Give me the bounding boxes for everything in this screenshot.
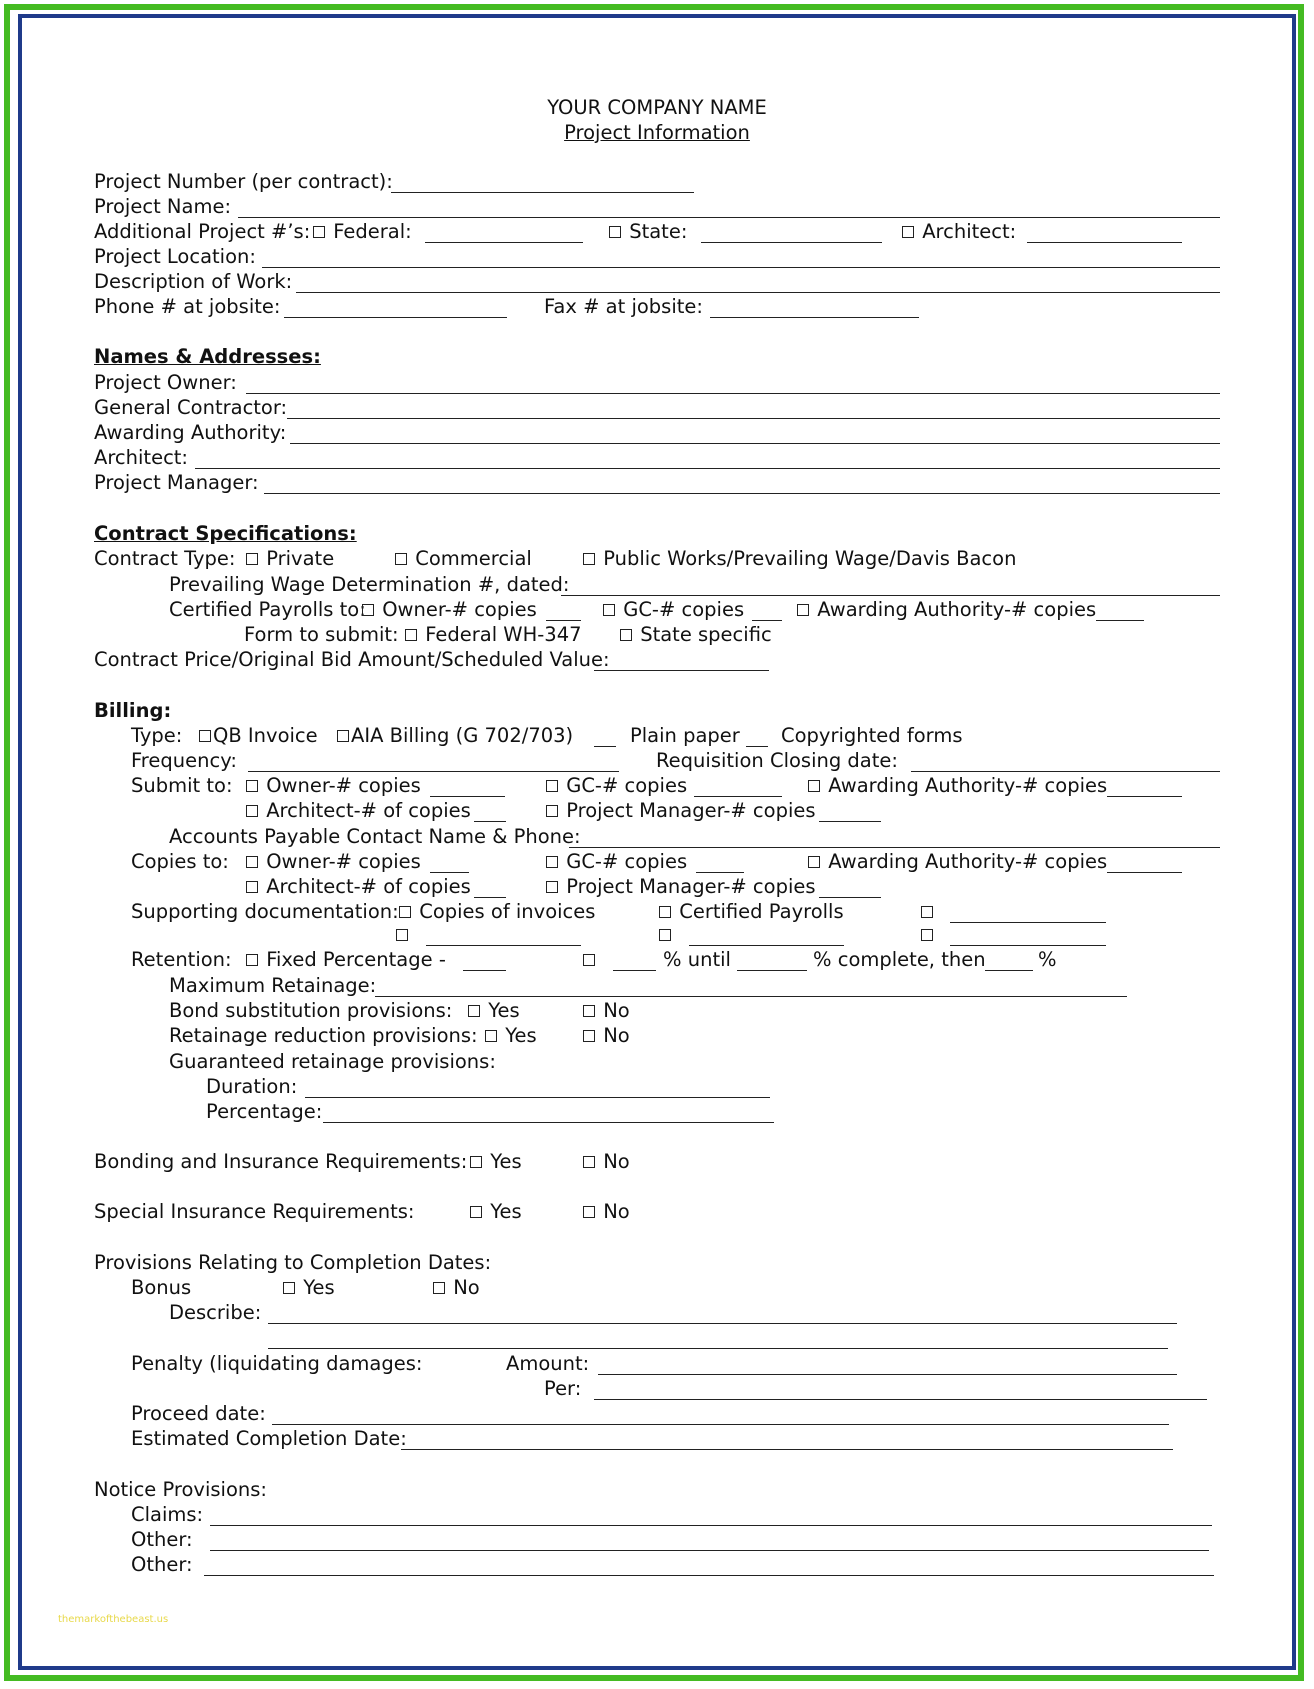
copyrighted-label: Copyrighted forms [781, 724, 963, 747]
submit-gc-field[interactable] [694, 796, 782, 797]
amount-label: Amount: [506, 1352, 590, 1375]
proceed-field[interactable] [272, 1424, 1169, 1425]
price-label: Contract Price/Original Bid Amount/Scheduled Value: [94, 648, 610, 671]
supporting-other-1-checkbox[interactable] [921, 906, 933, 918]
pct-complete-label: % complete, then [813, 948, 986, 971]
federal-field[interactable] [425, 242, 583, 243]
manager-field[interactable] [264, 493, 1220, 494]
est-completion-field[interactable] [401, 1449, 1173, 1450]
guaranteed-label: Guaranteed retainage provisions: [169, 1050, 496, 1073]
contract-heading: Contract Specifications: [94, 522, 357, 545]
payroll-awarding-option: Awarding Authority-# copies [797, 598, 1096, 622]
submit-gc-checkbox[interactable] [546, 780, 558, 792]
payroll-gc-checkbox[interactable] [603, 604, 615, 616]
fax-label: Fax # at jobsite: [544, 295, 703, 318]
copies-architect-option: Architect-# of copies [246, 875, 471, 899]
pwd-field[interactable] [561, 595, 1220, 596]
copies-owner-checkbox[interactable] [246, 856, 258, 868]
public-works-option: Public Works/Prevailing Wage/Davis Bacon [583, 547, 1016, 571]
company-name: YOUR COMPANY NAME [547, 96, 767, 119]
project-location-field[interactable] [262, 267, 1220, 268]
payroll-gc-field[interactable] [752, 620, 782, 621]
project-number-label: Project Number (per contract): [94, 170, 393, 193]
awarding-field[interactable] [290, 443, 1220, 444]
ap-field[interactable] [569, 847, 1220, 848]
copies-pm-field[interactable] [819, 897, 881, 898]
pwd-label: Prevailing Wage Determination #, dated: [169, 573, 570, 596]
commercial-option: Commercial [395, 547, 532, 571]
special-yes-checkbox[interactable] [470, 1206, 482, 1218]
gc-field[interactable] [287, 418, 1220, 419]
max-retainage-label: Maximum Retainage: [169, 974, 377, 997]
commercial-checkbox[interactable] [395, 553, 407, 565]
supporting-other-2-checkbox[interactable] [396, 929, 408, 941]
submit-pm-checkbox[interactable] [546, 805, 558, 817]
bonus-yes: Yes [283, 1276, 335, 1300]
submit-architect-checkbox[interactable] [246, 805, 258, 817]
copies-gc-field[interactable] [696, 872, 744, 873]
copies-gc-option: GC-# copies [546, 850, 687, 874]
invoices-option: Copies of invoices [399, 900, 595, 924]
contract-type-label: Contract Type: [94, 547, 236, 570]
billing-type-label: Type: [131, 724, 183, 747]
phone-field[interactable] [284, 317, 507, 318]
bonus-no-checkbox[interactable] [433, 1282, 445, 1294]
payroll-awarding-field[interactable] [1096, 620, 1144, 621]
certified-payrolls-option: Certified Payrolls [659, 900, 844, 924]
pct-until-checkbox[interactable] [583, 954, 595, 966]
payroll-gc-option: GC-# copies [603, 598, 744, 622]
bonding-no: No [583, 1150, 630, 1174]
proceed-label: Proceed date: [131, 1402, 266, 1425]
owner-field[interactable] [246, 393, 1220, 394]
state-field[interactable] [701, 242, 882, 243]
ap-label: Accounts Payable Contact Name & Phone: [169, 825, 581, 848]
federal-wh-checkbox[interactable] [405, 629, 417, 641]
federal-checkbox[interactable] [313, 226, 325, 238]
qb-checkbox[interactable] [199, 730, 211, 742]
submit-pm-field[interactable] [819, 821, 881, 822]
copies-awarding-field[interactable] [1107, 872, 1182, 873]
claims-field[interactable] [210, 1525, 1212, 1526]
payrolls-label: Certified Payrolls to: [169, 598, 366, 621]
names-architect-label: Architect: [94, 446, 189, 469]
bonus-yes-checkbox[interactable] [283, 1282, 295, 1294]
names-architect-field[interactable] [195, 468, 1220, 469]
state-specific-checkbox[interactable] [620, 629, 632, 641]
manager-label: Project Manager: [94, 471, 259, 494]
ret-reduction-no-checkbox[interactable] [583, 1030, 595, 1042]
percentage-label: Percentage: [206, 1100, 323, 1123]
copies-architect-checkbox[interactable] [246, 881, 258, 893]
submit-architect-option: Architect-# of copies [246, 799, 471, 823]
supporting-other-2-field[interactable] [426, 945, 581, 946]
submit-awarding-option: Awarding Authority-# copies [808, 774, 1107, 798]
fixed-pct-checkbox[interactable] [246, 954, 258, 966]
bonding-yes-checkbox[interactable] [470, 1156, 482, 1168]
aia-checkbox[interactable] [337, 730, 349, 742]
bond-sub-no-checkbox[interactable] [583, 1005, 595, 1017]
description-label: Description of Work: [94, 270, 293, 293]
private-checkbox[interactable] [246, 553, 258, 565]
federal-wh-option: Federal WH-347 [405, 623, 582, 647]
plain-paper-label: Plain paper [630, 724, 740, 747]
architect-field[interactable] [1027, 242, 1182, 243]
bonus-label: Bonus [131, 1276, 192, 1299]
duration-field[interactable] [305, 1097, 770, 1098]
ret-reduction-yes: Yes [485, 1024, 537, 1048]
public-works-checkbox[interactable] [583, 553, 595, 565]
project-location-label: Project Location: [94, 245, 256, 268]
state-checkbox[interactable] [609, 226, 621, 238]
req-closing-label: Requisition Closing date: [656, 749, 898, 772]
supporting-other-1-field[interactable] [950, 922, 1106, 923]
submit-awarding-field[interactable] [1107, 796, 1182, 797]
special-yes: Yes [470, 1200, 522, 1224]
duration-label: Duration: [206, 1075, 298, 1098]
describe-field-1[interactable] [268, 1323, 1177, 1324]
bonding-no-checkbox[interactable] [583, 1156, 595, 1168]
ret-reduction-label: Retainage reduction provisions: [169, 1024, 478, 1047]
state-option: State: [609, 220, 687, 244]
bonding-label: Bonding and Insurance Requirements: [94, 1150, 468, 1173]
other-1-field[interactable] [210, 1550, 1209, 1551]
supporting-other-1 [921, 900, 935, 924]
awarding-label: Awarding Authority: [94, 421, 287, 444]
project-name-field[interactable] [238, 217, 1220, 218]
certified-payrolls-checkbox[interactable] [659, 906, 671, 918]
bond-sub-yes-checkbox[interactable] [468, 1005, 480, 1017]
ret-reduction-yes-checkbox[interactable] [485, 1030, 497, 1042]
copies-label: Copies to: [131, 850, 229, 873]
other-2-field[interactable] [204, 1575, 1214, 1576]
pct-sign: % [1038, 948, 1057, 971]
completion-heading: Provisions Relating to Completion Dates: [94, 1251, 492, 1274]
billing-heading: Billing: [94, 699, 172, 722]
supporting-other-2 [396, 923, 410, 947]
pct-complete-field[interactable] [737, 970, 807, 971]
submit-pm-option: Project Manager-# copies [546, 799, 816, 823]
owner-label: Project Owner: [94, 371, 237, 394]
supporting-other-4-field[interactable] [950, 945, 1106, 946]
supporting-label: Supporting documentation: [131, 900, 399, 923]
amount-field[interactable] [598, 1374, 1177, 1375]
architect-option: Architect: [902, 220, 1016, 244]
copies-pm-option: Project Manager-# copies [546, 875, 816, 899]
submit-label: Submit to: [131, 774, 233, 797]
other-2-label: Other: [131, 1553, 193, 1576]
project-name-label: Project Name: [94, 195, 232, 218]
pct-until-option [583, 948, 597, 972]
max-retainage-field[interactable] [375, 996, 1127, 997]
fixed-pct-field[interactable] [463, 970, 506, 971]
est-completion-label: Estimated Completion Date: [131, 1427, 407, 1450]
payroll-owner-option: Owner-# copies [362, 598, 537, 622]
copies-awarding-option: Awarding Authority-# copies [808, 850, 1107, 874]
architect-checkbox[interactable] [902, 226, 914, 238]
invoices-checkbox[interactable] [399, 906, 411, 918]
per-label: Per: [544, 1377, 582, 1400]
additional-project-label: Additional Project #’s: [94, 220, 311, 243]
pct-then-field[interactable] [985, 970, 1033, 971]
supporting-other-3-field[interactable] [689, 945, 844, 946]
special-no-checkbox[interactable] [583, 1206, 595, 1218]
copies-gc-checkbox[interactable] [546, 856, 558, 868]
retention-label: Retention: [131, 948, 232, 971]
price-field[interactable] [594, 670, 769, 671]
bond-sub-label: Bond substitution provisions: [169, 999, 453, 1022]
state-specific-option: State specific [620, 623, 772, 647]
payroll-owner-checkbox[interactable] [362, 604, 374, 616]
copies-awarding-checkbox[interactable] [808, 856, 820, 868]
bond-sub-yes: Yes [468, 999, 520, 1023]
payroll-owner-field[interactable] [546, 620, 581, 621]
copies-owner-field[interactable] [430, 872, 469, 873]
supporting-other-3-checkbox[interactable] [659, 929, 671, 941]
supporting-other-4 [921, 923, 935, 947]
submit-owner-checkbox[interactable] [246, 780, 258, 792]
names-heading: Names & Addresses: [94, 345, 321, 368]
pct-until-label: % until [663, 948, 731, 971]
bonus-no: No [433, 1276, 480, 1300]
supporting-other-4-checkbox[interactable] [921, 929, 933, 941]
gc-label: General Contractor: [94, 396, 288, 419]
bond-sub-no: No [583, 999, 630, 1023]
project-number-field[interactable] [391, 192, 694, 193]
plain-paper-blank[interactable] [594, 746, 616, 747]
aia-option: AIA Billing (G 702/703) [337, 724, 573, 748]
req-closing-field[interactable] [911, 771, 1220, 772]
fax-field[interactable] [710, 317, 919, 318]
claims-label: Claims: [131, 1503, 204, 1526]
special-insurance-label: Special Insurance Requirements: [94, 1200, 415, 1223]
form-label: Form to submit: [244, 623, 399, 646]
frequency-field[interactable] [248, 771, 619, 772]
federal-option: Federal: [313, 220, 412, 244]
copies-owner-option: Owner-# copies [246, 850, 421, 874]
percentage-field[interactable] [323, 1122, 774, 1123]
notice-heading: Notice Provisions: [94, 1478, 267, 1501]
copyrighted-blank[interactable] [746, 746, 768, 747]
payroll-awarding-checkbox[interactable] [797, 604, 809, 616]
submit-owner-option: Owner-# copies [246, 774, 421, 798]
copies-pm-checkbox[interactable] [546, 881, 558, 893]
submit-architect-field[interactable] [474, 821, 506, 822]
describe-field-2[interactable] [268, 1348, 1168, 1349]
submit-gc-option: GC-# copies [546, 774, 687, 798]
copies-architect-field[interactable] [474, 897, 506, 898]
penalty-label: Penalty (liquidating damages: [131, 1352, 423, 1375]
pct-until-field[interactable] [613, 970, 656, 971]
frequency-label: Frequency: [131, 749, 237, 772]
ret-reduction-no: No [583, 1024, 630, 1048]
qb-option: QB Invoice [199, 724, 318, 748]
submit-awarding-checkbox[interactable] [808, 780, 820, 792]
supporting-other-3 [659, 923, 673, 947]
other-1-label: Other: [131, 1528, 193, 1551]
describe-label: Describe: [169, 1301, 262, 1324]
special-no: No [583, 1200, 630, 1224]
description-field[interactable] [296, 292, 1220, 293]
private-option: Private [246, 547, 334, 571]
submit-owner-field[interactable] [430, 796, 505, 797]
per-field[interactable] [594, 1399, 1207, 1400]
phone-label: Phone # at jobsite: [94, 295, 281, 318]
page-title: Project Information [564, 121, 750, 144]
fixed-pct-option: Fixed Percentage - [246, 948, 446, 972]
watermark: themarkofthebeast.us [58, 1614, 169, 1625]
bonding-yes: Yes [470, 1150, 522, 1174]
